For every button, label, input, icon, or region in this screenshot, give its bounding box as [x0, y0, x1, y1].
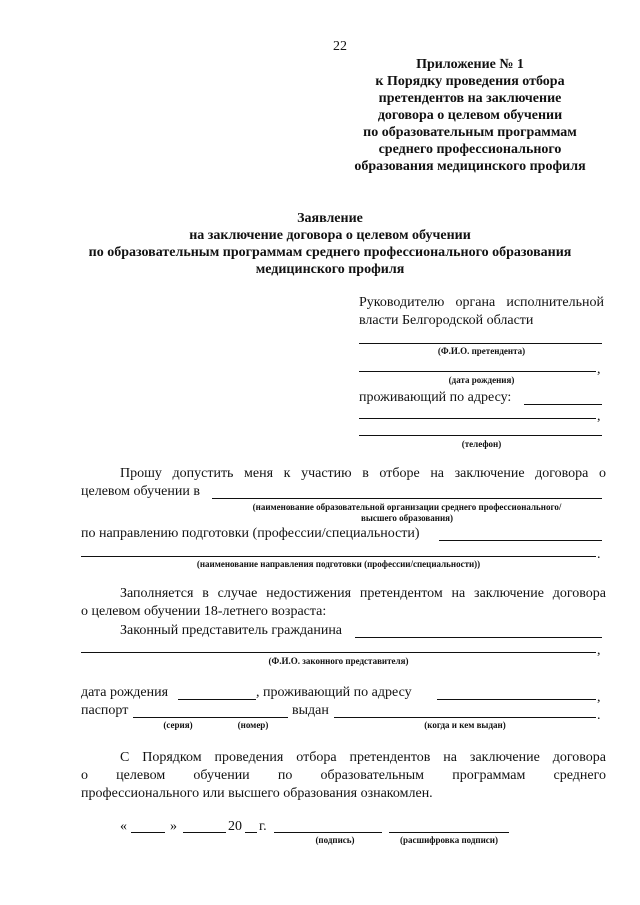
appendix-line: по образовательным программам	[363, 125, 577, 140]
representative-field-2[interactable]	[81, 652, 596, 653]
addressee-line-1: Руководителю органа исполнительной	[359, 295, 604, 310]
title-heading: Заявление	[297, 211, 363, 226]
representative-caption: (Ф.И.О. законного представителя)	[268, 656, 409, 666]
issued-caption: (когда и кем выдан)	[424, 720, 506, 730]
year-suffix: г.	[259, 819, 267, 834]
year-prefix: 20	[228, 819, 242, 834]
acknowledge-line-2: о целевом обучении по образовательным программам среднего	[81, 768, 606, 783]
acknowledge-line-3: профессионального или высшего образования ознакомлен.	[81, 786, 433, 801]
organization-field[interactable]	[212, 498, 602, 499]
signature-decode-field[interactable]	[389, 832, 509, 833]
birth-date-field[interactable]	[359, 371, 596, 372]
title-line: по образовательным программам среднего профессионального образования	[88, 245, 572, 260]
birth-date-caption: (дата рождения)	[448, 375, 515, 385]
addressee-line-2: власти Белгородской области	[359, 313, 534, 328]
title-line: на заключение договора о целевом обучении	[189, 228, 471, 243]
request-line-2: целевом обучении в	[81, 484, 200, 499]
acknowledge-line-1: С Порядком проведения отбора претендентов на заключение договора	[120, 750, 606, 765]
signature-decode-caption: (расшифровка подписи)	[400, 835, 498, 845]
appendix-line: к Порядку проведения отбора	[375, 74, 565, 89]
appendix-line: претендентов на заключение	[378, 91, 562, 106]
rep-address-field[interactable]	[437, 699, 596, 700]
appendix-block	[350, 56, 590, 175]
passport-label: паспорт	[81, 703, 129, 718]
phone-field[interactable]	[359, 435, 602, 436]
month-field[interactable]	[183, 832, 226, 833]
direction-field-1[interactable]	[439, 540, 602, 541]
signature-caption: (подпись)	[315, 835, 355, 845]
page-number: 22	[333, 39, 347, 54]
phone-caption: (телефон)	[461, 439, 502, 449]
rep-birth-field[interactable]	[178, 699, 256, 700]
direction-label: по направлению подготовки (профессии/специальности)	[81, 526, 420, 541]
quote-close: »	[170, 819, 177, 834]
organization-caption-2: высшего образования)	[360, 513, 454, 523]
organization-caption-1: (наименование образовательной организации среднего профессионального/	[252, 502, 562, 512]
appendix-line: договора о целевом обучении	[377, 108, 563, 123]
address-label: проживающий по адресу:	[359, 390, 512, 405]
document-title	[40, 210, 620, 278]
minor-line-1: Заполняется в случае недостижения претендентом на заключение договора	[120, 586, 606, 601]
appendix-line: образования медицинского профиля	[354, 159, 586, 174]
address-field-2[interactable]	[359, 418, 596, 419]
direction-field-2[interactable]	[81, 556, 596, 557]
comma: ,	[597, 362, 601, 377]
representative-field-1[interactable]	[355, 637, 602, 638]
passport-issued-field[interactable]	[334, 717, 596, 718]
rep-address-label: , проживающий по адресу	[256, 685, 412, 700]
number-caption: (номер)	[237, 720, 269, 730]
day-field[interactable]	[131, 832, 165, 833]
appendix-title: Приложение № 1	[416, 57, 524, 72]
period: .	[597, 708, 601, 723]
applicant-fio-field[interactable]	[359, 343, 602, 344]
passport-series-number-field[interactable]	[133, 717, 288, 718]
year-field[interactable]	[245, 832, 257, 833]
issued-label: выдан	[292, 703, 329, 718]
series-caption: (серия)	[163, 720, 193, 730]
comma: ,	[597, 409, 601, 424]
minor-line-2: о целевом обучении 18-летнего возраста:	[81, 604, 327, 619]
rep-birth-label: дата рождения	[81, 685, 169, 700]
direction-caption: (наименование направления подготовки (профессии/специальности))	[196, 559, 481, 569]
request-line-1: Прошу допустить меня к участию в отборе на заключение договора о	[120, 466, 606, 481]
appendix-line: среднего профессионального	[378, 142, 562, 157]
quote-open: «	[120, 819, 127, 834]
title-line: медицинского профиля	[255, 262, 405, 277]
applicant-fio-caption: (Ф.И.О. претендента)	[437, 346, 526, 356]
comma: ,	[597, 643, 601, 658]
representative-label: Законный представитель гражданина	[120, 623, 343, 638]
period: .	[597, 547, 601, 562]
comma: ,	[597, 690, 601, 705]
address-field-1[interactable]	[524, 404, 602, 405]
signature-field[interactable]	[274, 832, 382, 833]
